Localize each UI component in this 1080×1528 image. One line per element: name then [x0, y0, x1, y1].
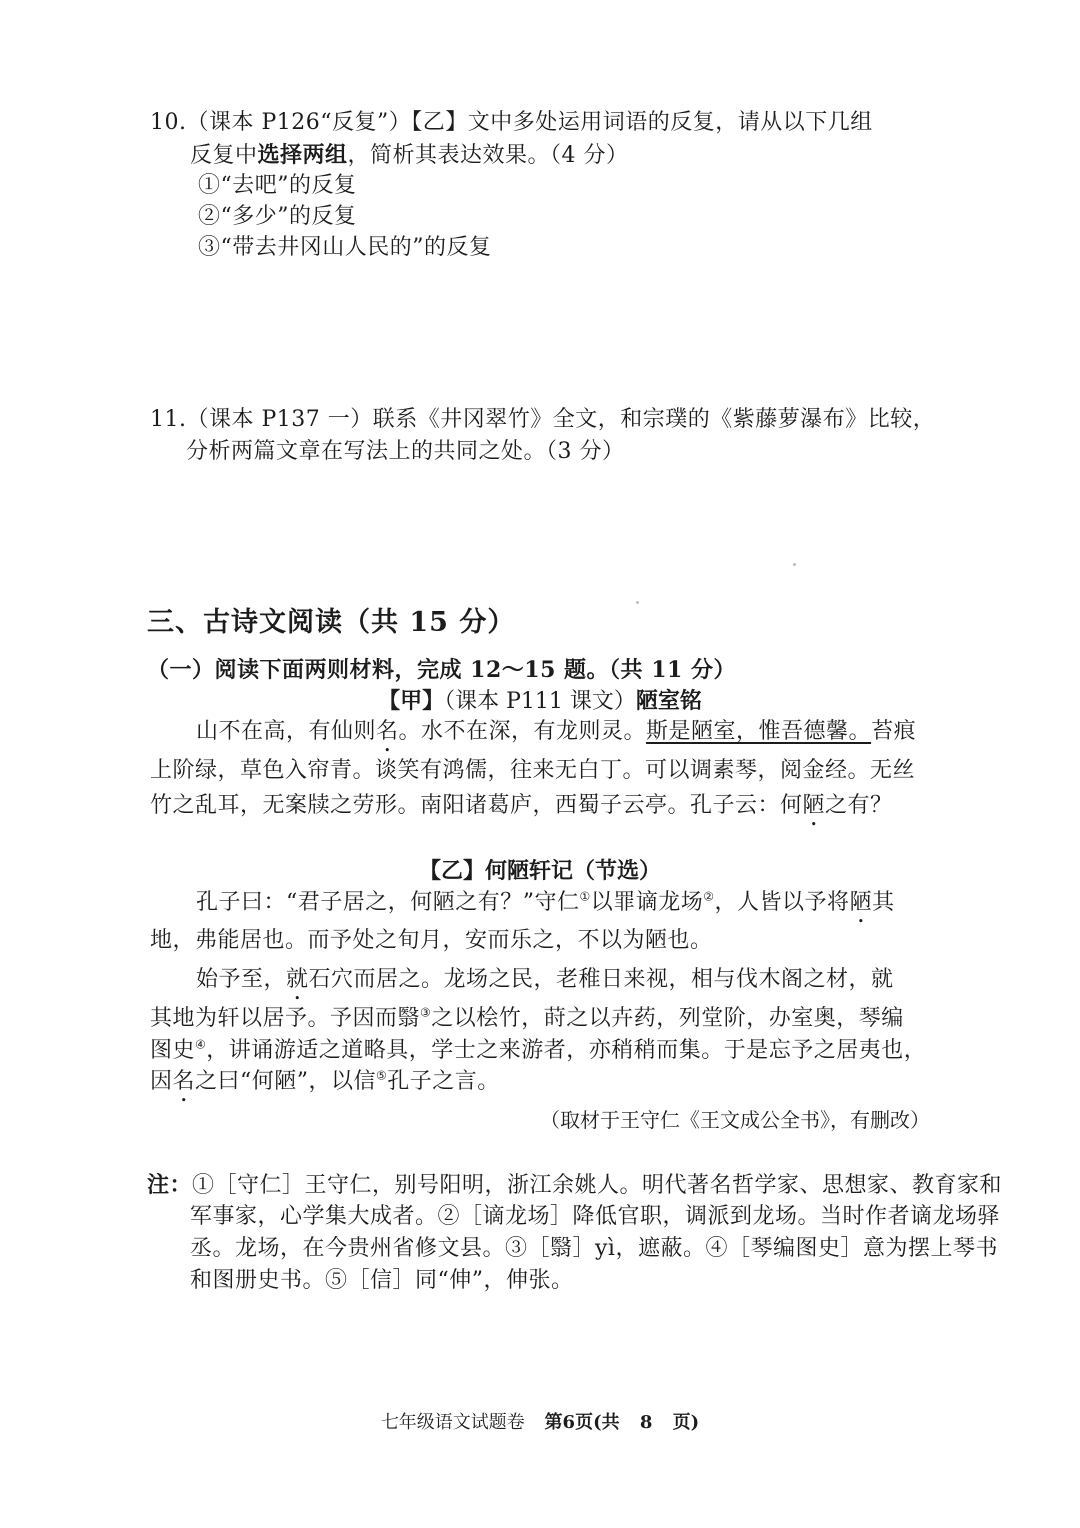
- jia-l1-a: 山不在高，有仙则: [196, 719, 377, 744]
- notes-line-4: 和图册史书。⑤［信］同“伸”，伸张。: [190, 1268, 574, 1293]
- yi-p1-line-2: 地，弗能居也。而予处之旬月，安而乐之，不以为陋也。: [150, 928, 713, 953]
- yi-p1-b: 以罪谪龙场: [590, 890, 704, 915]
- subsection-1-title: （一）阅读下面两则材料，完成 12～15 题。（共 11 分）: [147, 657, 736, 683]
- yi-heading: 【乙】何陋轩记（节选）: [418, 858, 661, 884]
- footer-exam-title: 七年级语文试题卷: [380, 1412, 525, 1433]
- notes-text-1: ①［守仁］王守仁，别号阳明，浙江余姚人。明代著名哲学家、思想家、教育家和: [192, 1173, 1003, 1198]
- yi-p2-a: 始予至，: [196, 967, 287, 992]
- footnote-ref: ④: [195, 1037, 207, 1052]
- yi-p2-b: 石穴而居之。龙场之民，老稚日来视，相与伐木阁之材，就: [308, 967, 894, 992]
- footnote-ref: ②: [703, 889, 715, 904]
- jia-l1-c: 苔痕: [871, 719, 917, 744]
- question-11-line-2: 分析两篇文章在写法上的共同之处。（3 分）: [186, 439, 625, 464]
- yi-p2-e: 图史: [150, 1038, 196, 1063]
- source-citation: （取材于王守仁《王文成公全书》，有删改）: [540, 1108, 930, 1132]
- scan-speck: [793, 563, 796, 566]
- footnote-ref: ⑤: [376, 1068, 388, 1083]
- q10-emphasis: 选择两组: [257, 142, 348, 168]
- question-10-line-1: 10.（课本 P126“反复”）【乙】文中多处运用词语的反复，请从以下几组: [150, 110, 873, 135]
- yi-p2-d: 之以桧竹，莳之以卉药，列堂阶，办室奥，琴编: [431, 1006, 904, 1031]
- jia-text-line-1: [196, 717, 916, 757]
- yi-p1-line-1: [196, 888, 895, 928]
- yi-p2-c: 其地为轩以居予。予因而翳: [150, 1006, 421, 1031]
- question-11-line-1: 11.（课本 P137 一）联系《井冈翠竹》全文，和宗璞的《紫藤萝瀑布》比较，: [150, 407, 936, 432]
- dotted-char: 就: [286, 967, 309, 992]
- dotted-char: 陋: [802, 793, 826, 818]
- yi-p2-line-3: [150, 1036, 926, 1066]
- q10-text-a: 反复中: [190, 143, 258, 168]
- yi-p2-f: ，讲诵游适之道略具，学士之来游者，亦稍稍而集。于是忘予之居夷也，: [206, 1038, 927, 1063]
- jia-heading: [0, 686, 1080, 717]
- scan-speck: [636, 601, 639, 604]
- footnote-ref: ③: [420, 1005, 432, 1020]
- underlined-sentence: 斯是陋室，惟吾德馨。: [646, 719, 872, 744]
- jia-l3-b: 之有？: [825, 793, 893, 818]
- notes-line-2: 军事家，心学集大成者。②［谪龙场］降低官职，调派到龙场。当时作者谪龙场驿: [190, 1204, 1001, 1229]
- q10-option-2: ②“多少”的反复: [198, 204, 357, 229]
- q10-option-3: ③“带去井冈山人民的”的反复: [198, 235, 492, 260]
- notes-line-1: [147, 1170, 1002, 1201]
- jia-text-line-2: 上阶绿，草色入帘青。谈笑有鸿儒，往来无白丁。可以调素琴，阅金经。无丝: [150, 758, 916, 783]
- yi-p1-d: 其: [872, 890, 895, 915]
- page-footer: [0, 1410, 1080, 1436]
- jia-l1-b: 。水不在深，有龙则灵。: [398, 719, 647, 744]
- yi-p1-a: 孔子曰：“君子居之，何陋之有？”守仁: [196, 890, 580, 915]
- section-3-title: 三、古诗文阅读（共 15 分）: [147, 607, 516, 638]
- jia-text-line-3: [150, 791, 893, 831]
- footer-page-number: 第6页(共 8 页): [544, 1412, 700, 1433]
- notes-line-3: 丞。龙场，在今贵州省修文县。③［翳］yì，遮蔽。④［琴编图史］意为摆上琴书: [190, 1236, 998, 1261]
- jia-tag: 【甲】: [378, 688, 445, 714]
- yi-p2-i: 孔子之言。: [387, 1069, 500, 1094]
- question-10-line-2: [190, 140, 629, 171]
- q10-text-c: ，简析其表达效果。（4 分）: [347, 143, 629, 168]
- yi-p2-line-4: [150, 1067, 500, 1107]
- dotted-char: 名: [376, 719, 399, 744]
- yi-p2-line-1: [196, 965, 894, 1005]
- jia-source: （课本 P111 课文）: [444, 689, 636, 714]
- dotted-char: 名: [172, 1069, 196, 1094]
- jia-name: 陋室铭: [635, 688, 702, 714]
- footnote-ref: ①: [579, 889, 591, 904]
- notes-label: 注：: [147, 1172, 193, 1198]
- q10-option-1: ①“去吧”的反复: [198, 173, 357, 198]
- yi-p1-c: ，人皆以予将: [714, 890, 850, 915]
- yi-p2-h: 之曰“何陋”，以信: [195, 1069, 377, 1094]
- dotted-char: 陋: [849, 890, 873, 915]
- yi-p2-g: 因: [150, 1069, 173, 1094]
- jia-l3-a: 竹之乱耳，无案牍之劳形。南阳诸葛庐，西蜀子云亭。孔子云：何: [150, 793, 803, 818]
- yi-p2-line-2: [150, 1004, 904, 1034]
